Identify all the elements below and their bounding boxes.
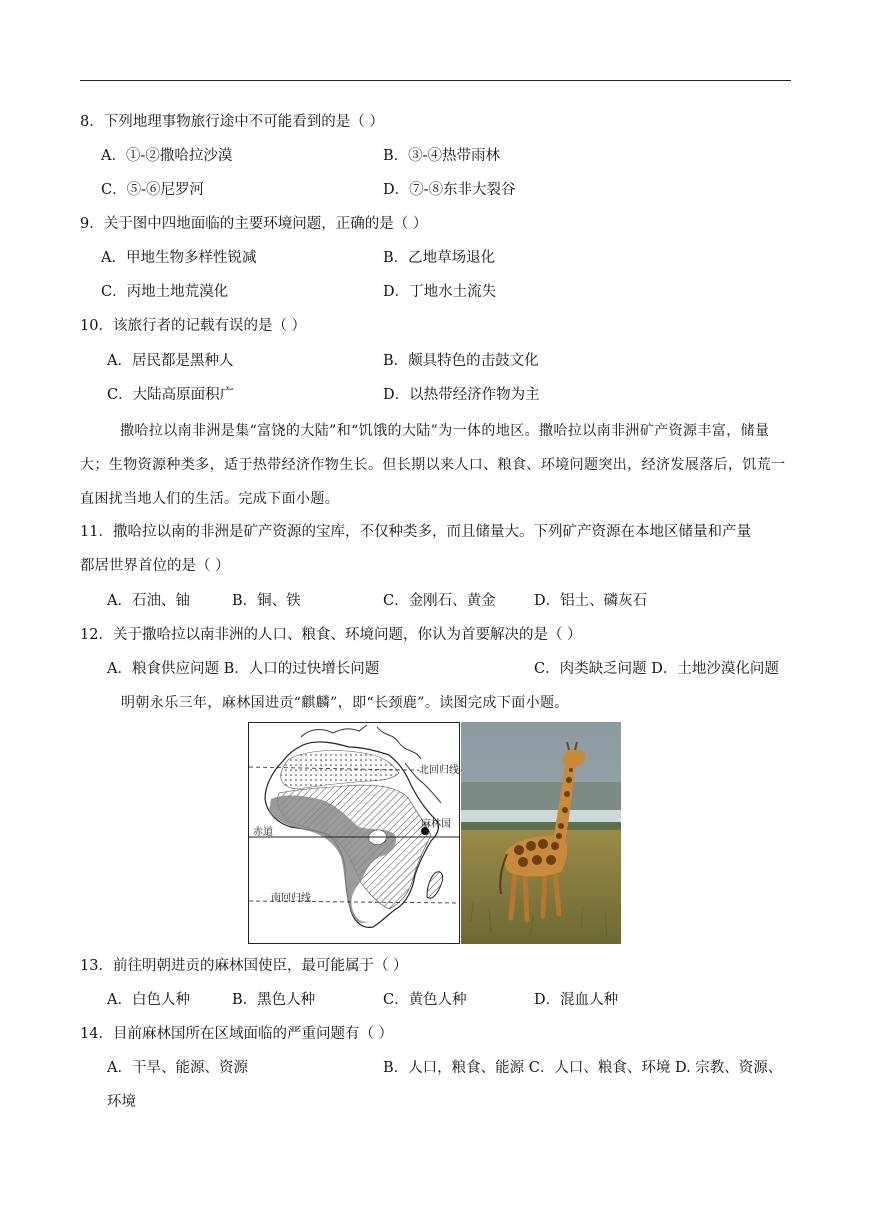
question-8-option-d: D．⑦-⑧东非大裂谷	[383, 182, 516, 198]
label-north-tropic: 北回归线	[419, 761, 459, 776]
question-9-option-c: C．丙地土地荒漠化	[101, 284, 229, 300]
africa-map-drawing	[249, 723, 459, 943]
question-10-option-d: D．以热带经济作物为主	[383, 387, 540, 403]
figure-africa-map-and-giraffe	[248, 722, 621, 944]
question-14-options-bcd: B．人口，粮食、能源 C．人口、粮食、环境 D. 宗教、资源、	[383, 1060, 783, 1076]
question-9-option-a: A．甲地生物多样性锐减	[101, 250, 257, 266]
question-11-stem-line1: 11．撒哈拉以南的非洲是矿产资源的宝库，不仅种类多，而且储量大。下列矿产资源在本地区储量和产量	[80, 524, 751, 540]
question-14-option-a: A．干旱、能源、资源	[107, 1060, 248, 1076]
label-malin: 麻林国	[421, 819, 451, 830]
question-13-option-c: C．黄色人种	[383, 992, 467, 1008]
question-13-option-a: A．白色人种	[107, 992, 190, 1008]
giraffe-photo	[461, 722, 621, 944]
question-8-option-a: A．①-②撒哈拉沙漠	[101, 148, 233, 164]
question-13-option-d: D．混血人种	[534, 992, 619, 1008]
question-13-option-b: B．黑色人种	[232, 992, 316, 1008]
question-9-option-d: D．丁地水土流失	[383, 284, 497, 300]
question-12-options-ab: A．粮食供应问题 B．人口的过快增长问题	[107, 661, 380, 677]
madagascar	[427, 872, 443, 899]
question-8-option-b: B．③-④热带雨林	[383, 148, 501, 164]
question-9-option-b: B．乙地草场退化	[383, 250, 496, 266]
question-8-option-c: C．⑤-⑥尼罗河	[101, 182, 204, 198]
question-13-stem: 13．前往明朝进贡的麻林国使臣，最可能属于（ ）	[80, 958, 408, 974]
header-rule	[80, 80, 791, 81]
giraffe-illustration	[461, 722, 621, 944]
question-10-option-b: B．颇具特色的击鼓文化	[383, 353, 539, 369]
question-14-options-continued: 环境	[107, 1094, 136, 1110]
question-11-option-b: B．铜、铁	[232, 593, 301, 609]
question-11-option-d: D．铝土、磷灰石	[534, 593, 648, 609]
question-12-options-cd: C．肉类缺乏问题 D．土地沙漠化问题	[534, 661, 779, 677]
question-11-option-c: C．金刚石、黄金	[383, 593, 496, 609]
question-11-stem-line2: 都居世界首位的是（ ）	[80, 558, 230, 574]
question-14-stem: 14．目前麻林国所在区域面临的严重问题有（ ）	[80, 1026, 394, 1042]
reading-passage-malin: 明朝永乐三年，麻林国进贡“麒麟”，即“长颈鹿”。读图完成下面小题。	[121, 695, 569, 711]
question-9-stem: 9．关于图中四地面临的主要环境问题，正确的是（ ）	[80, 216, 428, 232]
reading-passage-sub-saharan-africa: 撒哈拉以南非洲是集“富饶的大陆”和“饥饿的大陆”为一体的地区。撒哈拉以南非洲矿产资源丰富，储量大；生物资源种类多，适于热带经济作物生长。但长期以来人口、粮食、环境问题突出，经济发展落后，饥荒一直困扰当地人们的生活。完成下面小题。	[80, 423, 786, 507]
question-11-option-a: A．石油、铀	[107, 593, 190, 609]
question-10-option-a: A．居民都是黑种人	[107, 353, 234, 369]
label-south-tropic: 南回归线	[271, 893, 311, 904]
question-10-option-c: C．大陆高原面积广	[107, 387, 235, 403]
question-8-stem: 8．下列地理事物旅行途中不可能看到的是（ ）	[80, 114, 384, 130]
africa-map	[248, 722, 460, 944]
question-10-stem: 10．该旅行者的记载有误的是（ ）	[80, 318, 307, 334]
label-equator: 赤道	[253, 827, 273, 838]
question-12-stem: 12．关于撒哈拉以南非洲的人口、粮食、环境问题，你认为首要解决的是（ ）	[80, 627, 582, 643]
